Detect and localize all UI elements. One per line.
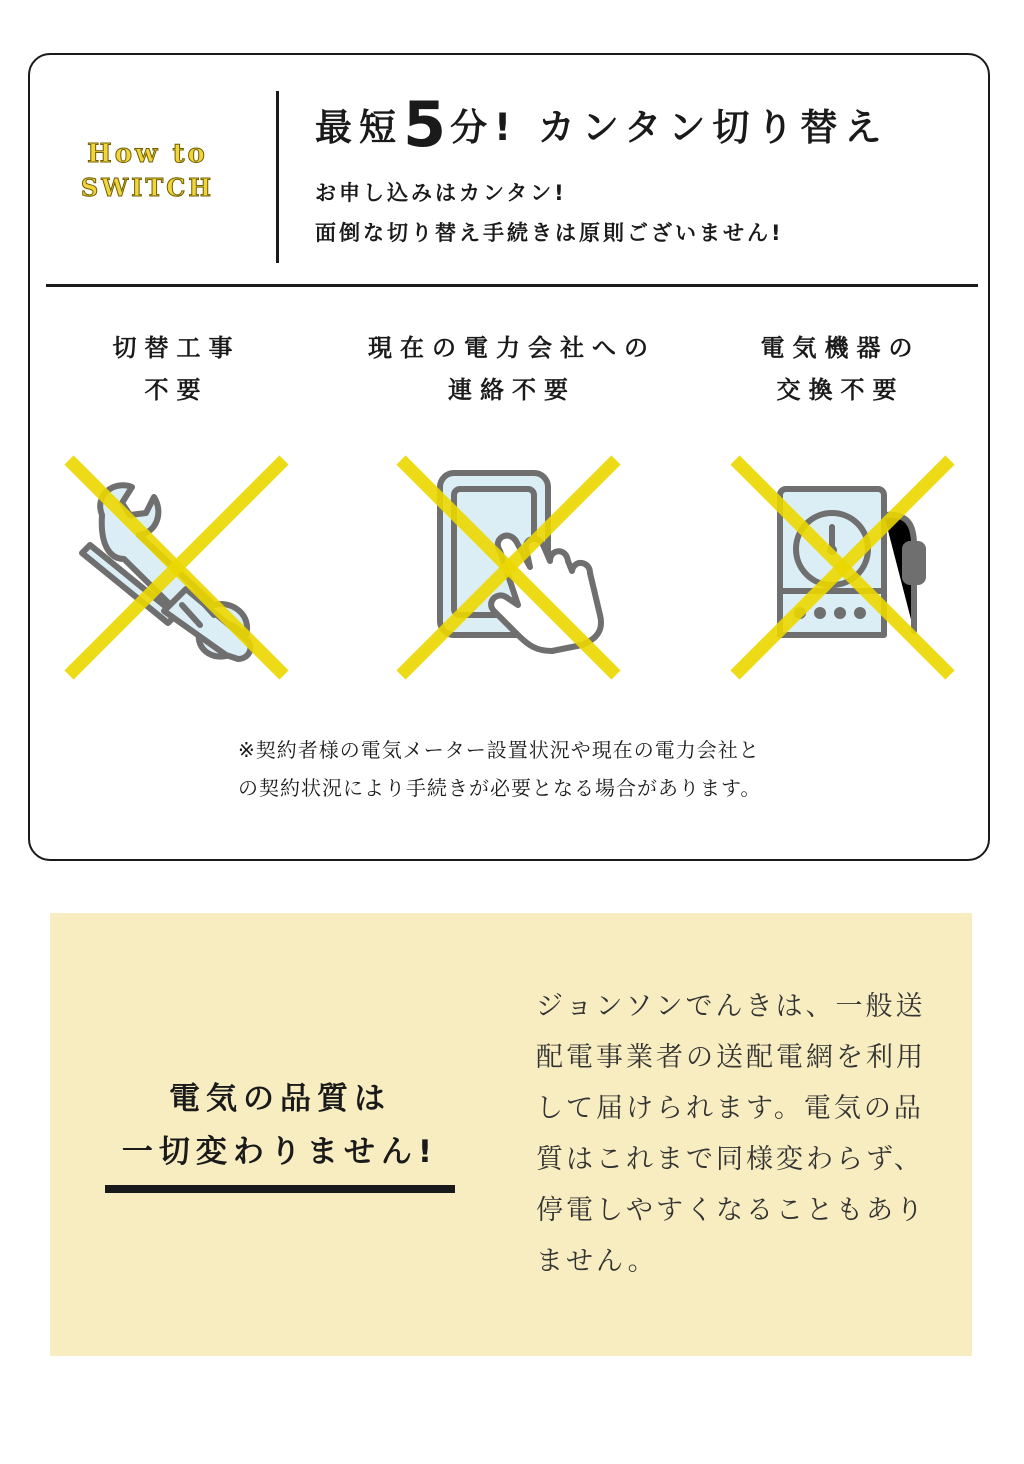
feature-1-line-1: 切替工事 [112, 334, 241, 362]
feature-1-line-2: 不要 [144, 376, 209, 404]
wrench-screwdriver-icon [64, 455, 289, 680]
feature-title-no-construction [64, 327, 289, 411]
feature-title-no-replacement [728, 327, 953, 411]
quality-title-line-2: 一切変わりません! [121, 1134, 439, 1170]
how-to-switch-card [28, 53, 990, 861]
headline-pre: 最短 [315, 106, 403, 149]
horizontal-divider [46, 284, 978, 287]
quality-title-line-1: 電気の品質は [169, 1081, 391, 1117]
badge-line-2: SWITCH [80, 173, 215, 202]
quality-section [50, 913, 972, 1356]
headline-post: 分! カンタン切り替え [450, 106, 889, 149]
feature-3-line-1: 電気機器の [760, 334, 921, 362]
quality-title-underline [105, 1185, 455, 1193]
smartphone-tap-icon [396, 455, 621, 680]
feature-title-no-contact [342, 327, 682, 411]
subheadline [315, 173, 784, 253]
vertical-divider [276, 91, 279, 263]
feature-3-line-2: 交換不要 [776, 376, 905, 404]
electric-meter-icon [730, 455, 955, 680]
headline [315, 88, 889, 161]
badge-line-1: How to [87, 139, 208, 169]
sub-line-1: お申し込みはカンタン! [315, 181, 567, 205]
footnote: ※契約者様の電気メーター設置状況や現在の電力会社との契約状況により手続きが必要となる場合があります。 [238, 738, 762, 800]
quality-title [105, 1073, 455, 1179]
feature-2-line-1: 現在の電力会社への [368, 334, 656, 362]
how-to-switch-badge [80, 137, 215, 205]
sub-line-2: 面倒な切り替え手続きは原則ございません! [315, 221, 784, 245]
quality-body: ジョンソンでんきは、一般送配電事業者の送配電網を利用して届けられます。電気の品質はこれまで同様変わらず、停電しやすくなることもありません。 [536, 991, 926, 1277]
feature-2-line-2: 連絡不要 [448, 376, 576, 404]
headline-number: 5 [403, 88, 451, 161]
